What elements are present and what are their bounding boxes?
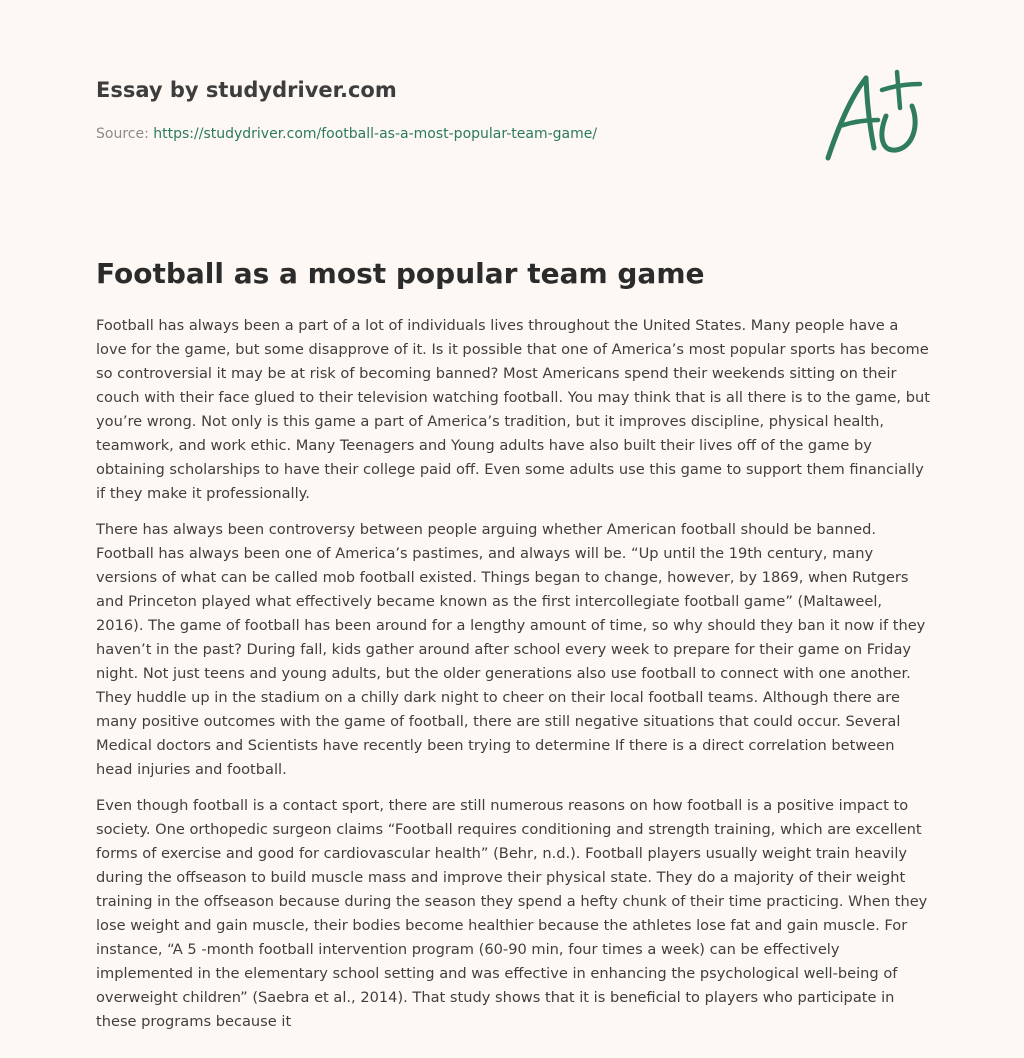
essay-paragraph: Even though football is a contact sport, there are still numerous reasons on how football is a positive impact to society. One orthopedic surgeon claims “Football requires conditioning and strength training, which are excellent forms of exercise and good for cardiovascular health” (Behr, n.d.). Football players usually weight train heavily during the offseason to build muscle mass and improve their physical state. They do a majority of their weight training in the offseason because during the season they spend a hefty chunk of their time practicing. When they lose weight and gain muscle, their bodies become healthier because the athletes lose fat and gain muscle. For instance, “A 5 -month football intervention program (60-90 min, four times a week) can be effectively implemented in the elementary school setting and was effective in enhancing the psychological well-being of overweight children” (Saebra et al., 2014). That study shows that it is beneficial to players who participate in these programs because it: [96, 797, 928, 1030]
a-plus-logo-icon: [820, 66, 930, 166]
essay-header: [96, 76, 796, 144]
brand-title: Essay by studydriver.com: [96, 78, 397, 102]
essay-title: Football as a most popular team game: [96, 257, 705, 290]
essay-paragraph: Football has always been a part of a lot of individuals lives throughout the United States. Many people have a love for the game, but some disapprove of it. Is it possible that one of America’s most popular sports has become so controversial it may be at risk of becoming banned? Most Americans spend their weekends sitting on their couch with their face glued to their television watching football. You may think that is all there is to the game, but you’re wrong. Not only is this game a part of America’s tradition, but it improves discipline, physical health, teamwork, and work ethic. Many Teenagers and Young adults have also built their lives off of the game by obtaining scholarships to have their college paid off. Even some adults use this game to support them financially if they make it professionally.: [96, 317, 930, 502]
source-line: [96, 124, 796, 144]
source-link[interactable]: https://studydriver.com/football-as-a-most-popular-team-game/: [153, 126, 598, 142]
source-label: Source:: [96, 126, 154, 142]
essay-body: [96, 314, 930, 1046]
essay-paragraph: There has always been controversy between people arguing whether American football should be banned. Football has always been one of America’s pastimes, and always will be. “Up until the 19th century, many versions of what can be called mob football existed. Things began to change, however, by 1869, when Rutgers and Princeton played what effectively became known as the first intercollegiate football game” (Maltaweel, 2016). The game of football has been around for a lengthy amount of time, so why should they ban it now if they haven’t in the past? During fall, kids gather around after school every week to prepare for their game on Friday night. Not just teens and young adults, but the older generations also use football to connect with one another. They huddle up in the stadium on a chilly dark night to cheer on their local football teams. Although there are many positive outcomes with the game of football, there are still negative situations that could occur. Several Medical doctors and Scientists have recently been trying to determine If there is a direct correlation between head injuries and football.: [96, 521, 926, 778]
